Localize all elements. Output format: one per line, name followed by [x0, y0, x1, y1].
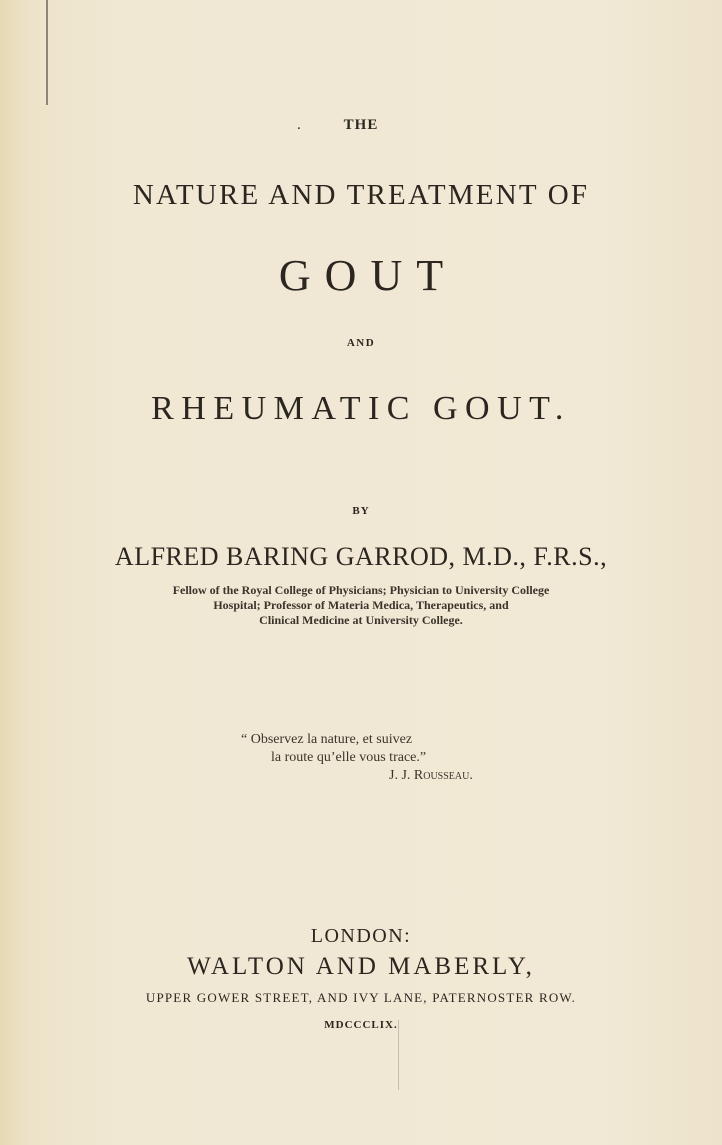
credentials-line: Fellow of the Royal College of Physicians; Physician to University College [172, 583, 550, 597]
imprint-year: MDCCCLIX. [324, 1019, 398, 1031]
epigraph-line: la route qu’elle vous trace.” [271, 750, 427, 765]
title-line-2: GOUT [278, 251, 458, 300]
author-name: ALFRED BARING GARROD, M.D., F.R.S., [114, 542, 608, 571]
paper-crease [398, 1020, 399, 1090]
title-line-3: RHEUMATIC GOUT. [151, 390, 571, 427]
title-line-1: NATURE AND TREATMENT OF [132, 179, 590, 211]
attribution-text: J. J. Rousseau. [389, 768, 473, 783]
credentials-line: Clinical Medicine at University College. [259, 613, 463, 627]
author-credentials [100, 583, 622, 628]
epigraph-attribution [241, 767, 473, 785]
page-edge-line [46, 0, 48, 105]
title-conjunction: AND [346, 337, 376, 349]
imprint-city: LONDON: [310, 925, 412, 947]
credentials-line: Hospital; Professor of Materia Medica, Therapeutics, and [213, 598, 509, 612]
imprint-publisher: WALTON AND MABERLY, [187, 953, 535, 980]
by-label: BY [352, 505, 370, 517]
epigraph-line: “ Observez la nature, et suivez [241, 732, 413, 747]
stray-mark: . [297, 117, 301, 133]
epigraph [241, 731, 473, 785]
title-article: THE [343, 117, 379, 133]
imprint-address: UPPER GOWER STREET, AND IVY LANE, PATERNOSTER ROW. [145, 990, 577, 1005]
